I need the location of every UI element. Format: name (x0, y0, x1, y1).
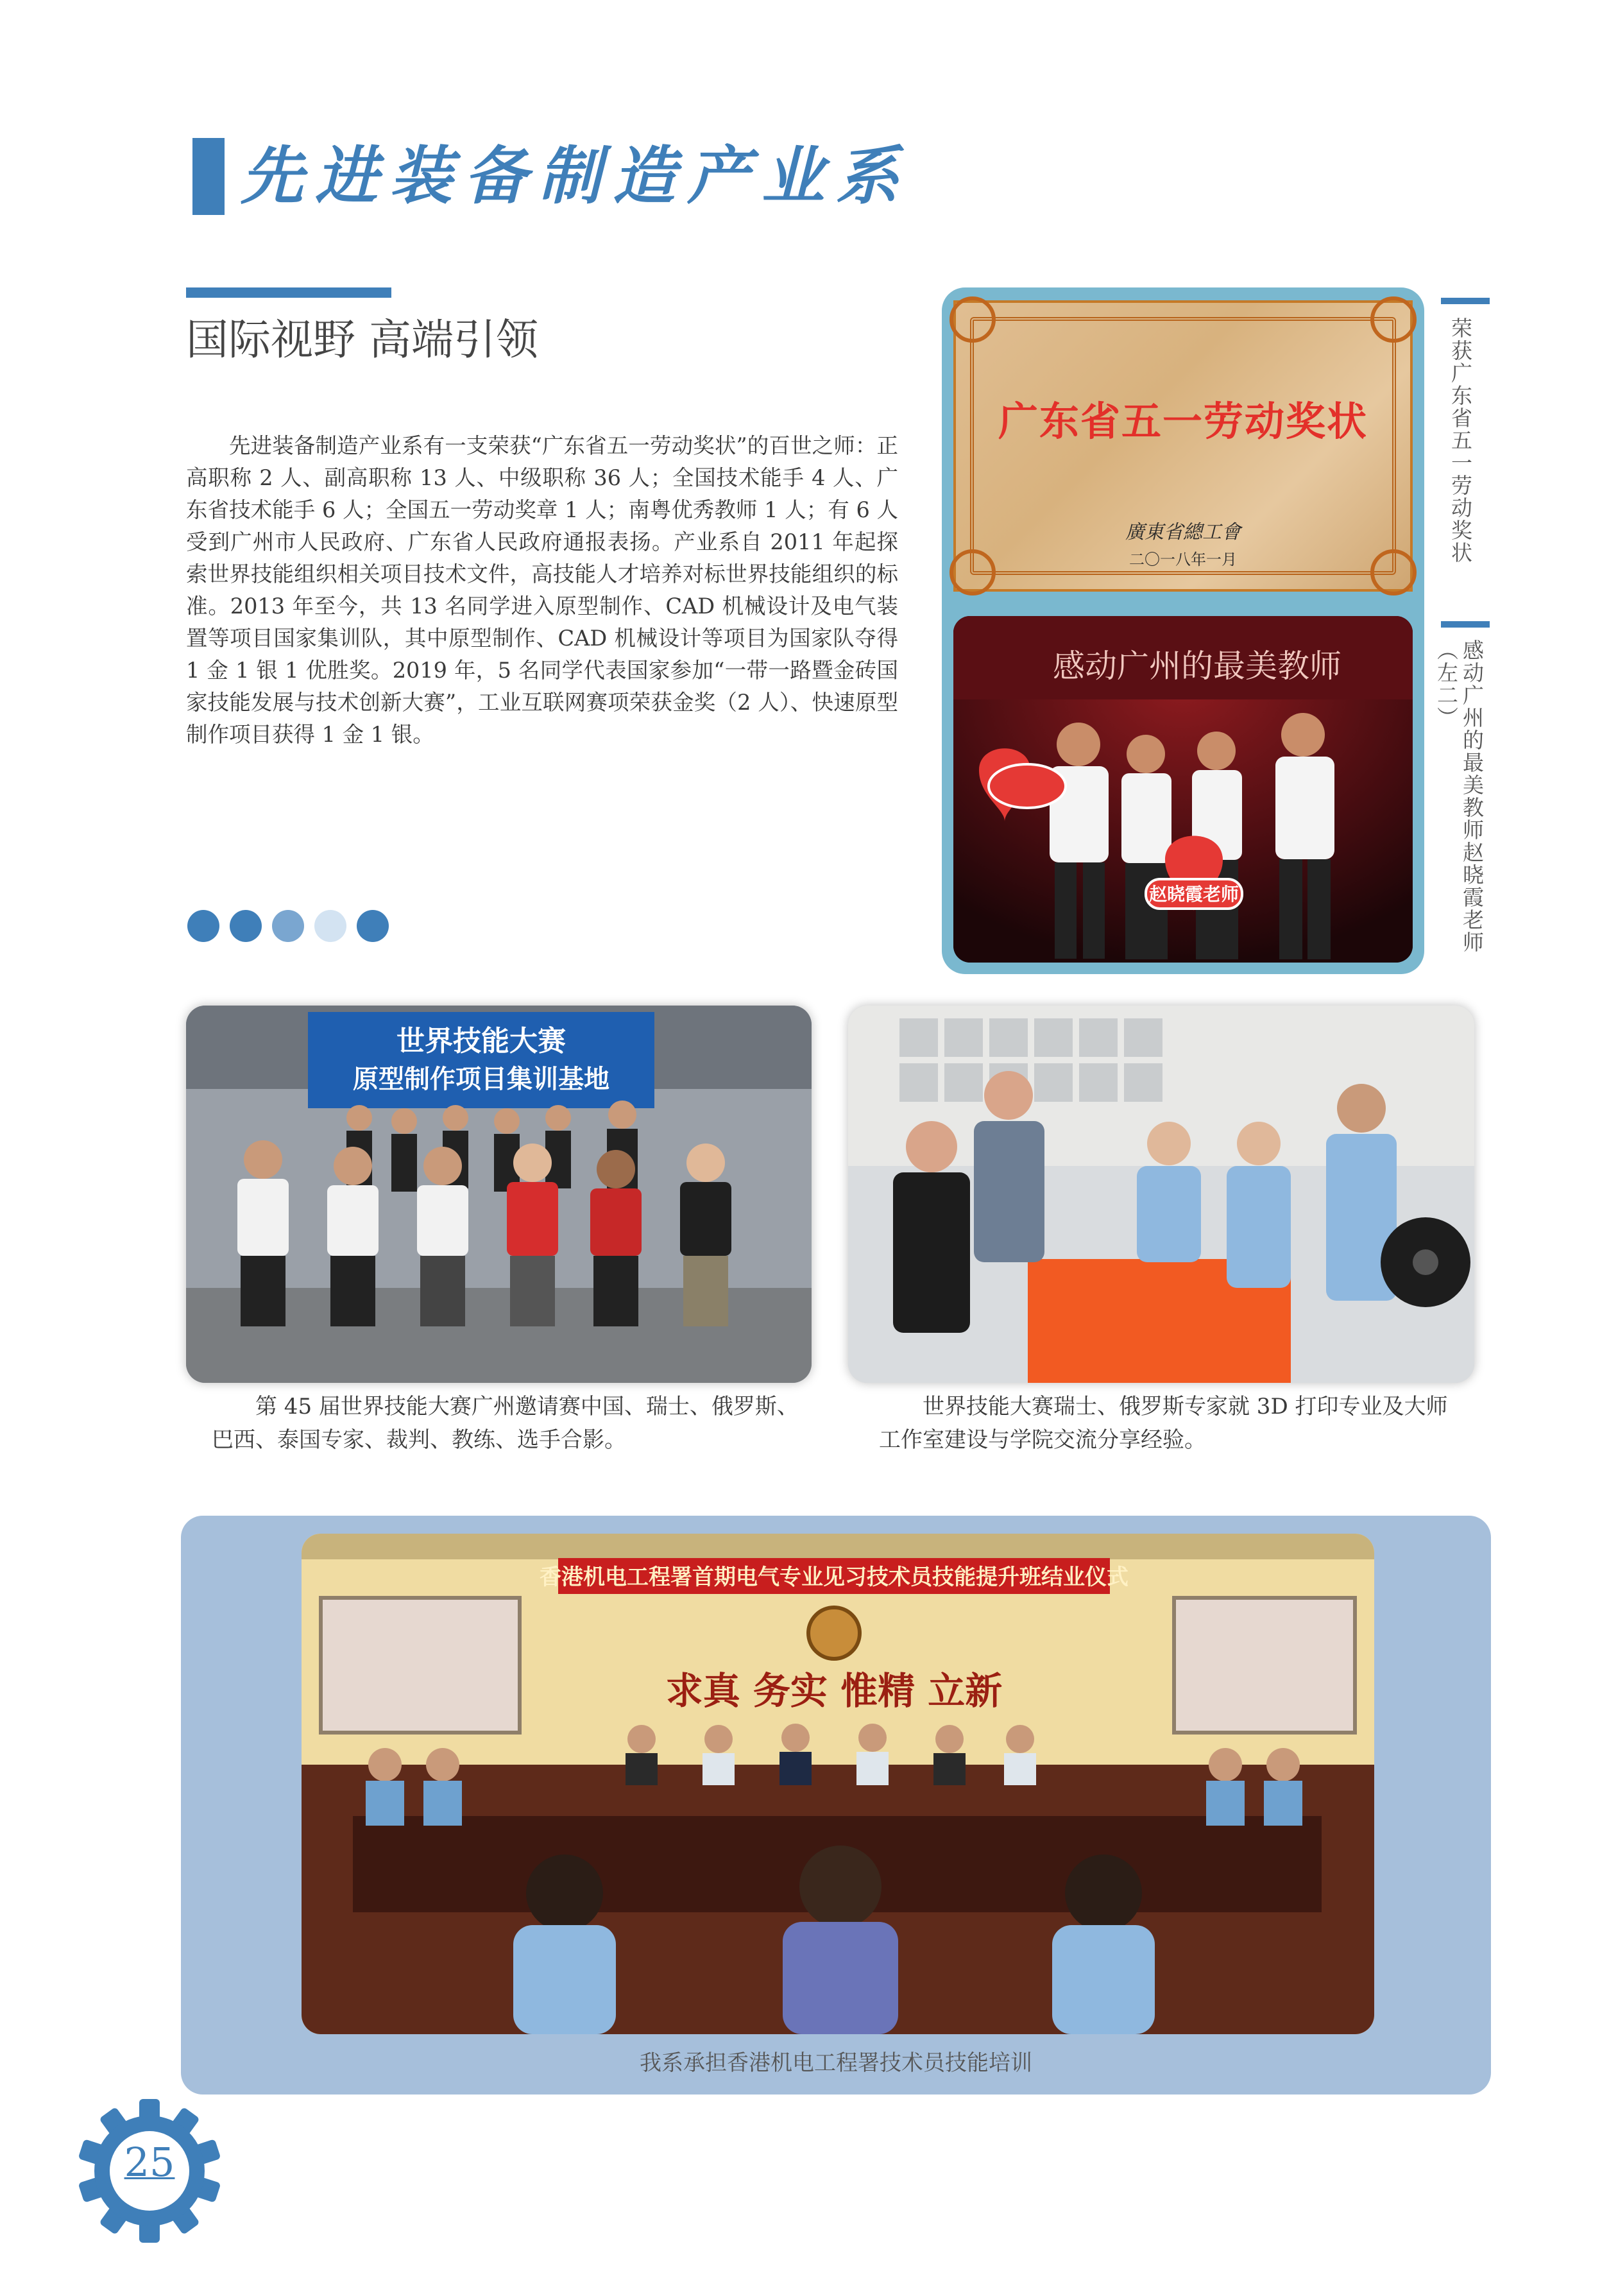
page-title: 先进装备制造产业系 (241, 139, 911, 213)
plaque-ornament (950, 296, 996, 343)
ceremony-motto: 求真 务实 惟精 立新 (665, 1669, 1003, 1713)
award-side-caption: 荣获广东省五一劳动奖状 (1448, 317, 1473, 564)
subtitle-rule (186, 287, 391, 298)
banner-line2: 原型制作项目集训基地 (353, 1065, 609, 1094)
exchange-photo-illustration (848, 1006, 1474, 1383)
teacher-side-caption: 感动广州的最美教师赵晓霞老师（左二） (1434, 639, 1485, 954)
section-subtitle: 国际视野 高端引领 (186, 315, 538, 364)
decor-dot (187, 910, 219, 942)
banner-line1: 世界技能大赛 (396, 1025, 566, 1058)
intro-paragraph: 先进装备制造产业系有一支荣获“广东省五一劳动奖状”的百世之师：正高职称 2 人、副高职称 13 人、中级职称 36 人；全国技术能手 4 人、广东省技术能手 6 人；全国五一劳动奖章 1 人；南粤优秀教师 1 人；有 6 人受到广州市人民政府、广东省人民政府通报表扬。产业系自 2011 年起探索世界技能组织相关项目技术文件，高技能人才培养对标世界技能组织的标准。2013 年至今，共 13 名同学进入原型制作、CAD 机械设计及电气装置等项目国家集训队，其中原型制作、CAD 机械设计等项目为国家队夺得 1 金 1 银 1 优胜奖。2019 年，5 名同学代表国家参加“一带一路暨金砖国家技能发展与技术创新大赛”，工业互联网赛项荣获金奖（2 人）、快速原型制作项目获得 1 金 1 银。 (186, 433, 898, 747)
plaque-date: 二〇一八年一月 (1129, 551, 1237, 569)
teacher-sign: 赵晓霞老师 (1148, 884, 1239, 905)
right-photo-caption: 世界技能大赛瑞士、俄罗斯专家就 3D 打印专业及大师工作室建设与学院交流分享经验。 (879, 1394, 1448, 1453)
group-photo-illustration (186, 1006, 812, 1383)
teacher-photo-illustration (953, 616, 1413, 963)
page-number: 25 (124, 2139, 175, 2186)
decor-dot (357, 910, 389, 942)
plaque-title: 广东省五一劳动奖状 (998, 398, 1368, 445)
decor-dot (272, 910, 304, 942)
decor-dot (314, 910, 346, 942)
award-plaque-photo (953, 300, 1413, 592)
ceremony-banner: 香港机电工程署首期电气专业见习技术员技能提升班结业仪式 (540, 1564, 1128, 1590)
training-caption: 我系承担香港机电工程署技术员技能培训 (640, 2050, 1032, 2076)
expert-exchange-photo (848, 1006, 1474, 1383)
side-caption-rule (1441, 621, 1490, 628)
best-teacher-photo (953, 616, 1413, 963)
competition-group-photo (186, 1006, 812, 1383)
left-photo-caption: 第 45 届世界技能大赛广州邀请赛中国、瑞士、俄罗斯、巴西、泰国专家、裁判、教练、选手合影。 (212, 1394, 799, 1453)
decor-dot (230, 910, 262, 942)
header-accent-bar (192, 138, 225, 215)
plaque-ornament (1370, 296, 1417, 343)
stage-banner: 感动广州的最美教师 (1053, 647, 1341, 685)
training-ceremony-photo (302, 1534, 1374, 2034)
side-caption-rule (1441, 298, 1490, 304)
ceremony-photo-illustration (302, 1534, 1374, 2034)
plaque-organization: 廣東省總工會 (1125, 521, 1241, 544)
